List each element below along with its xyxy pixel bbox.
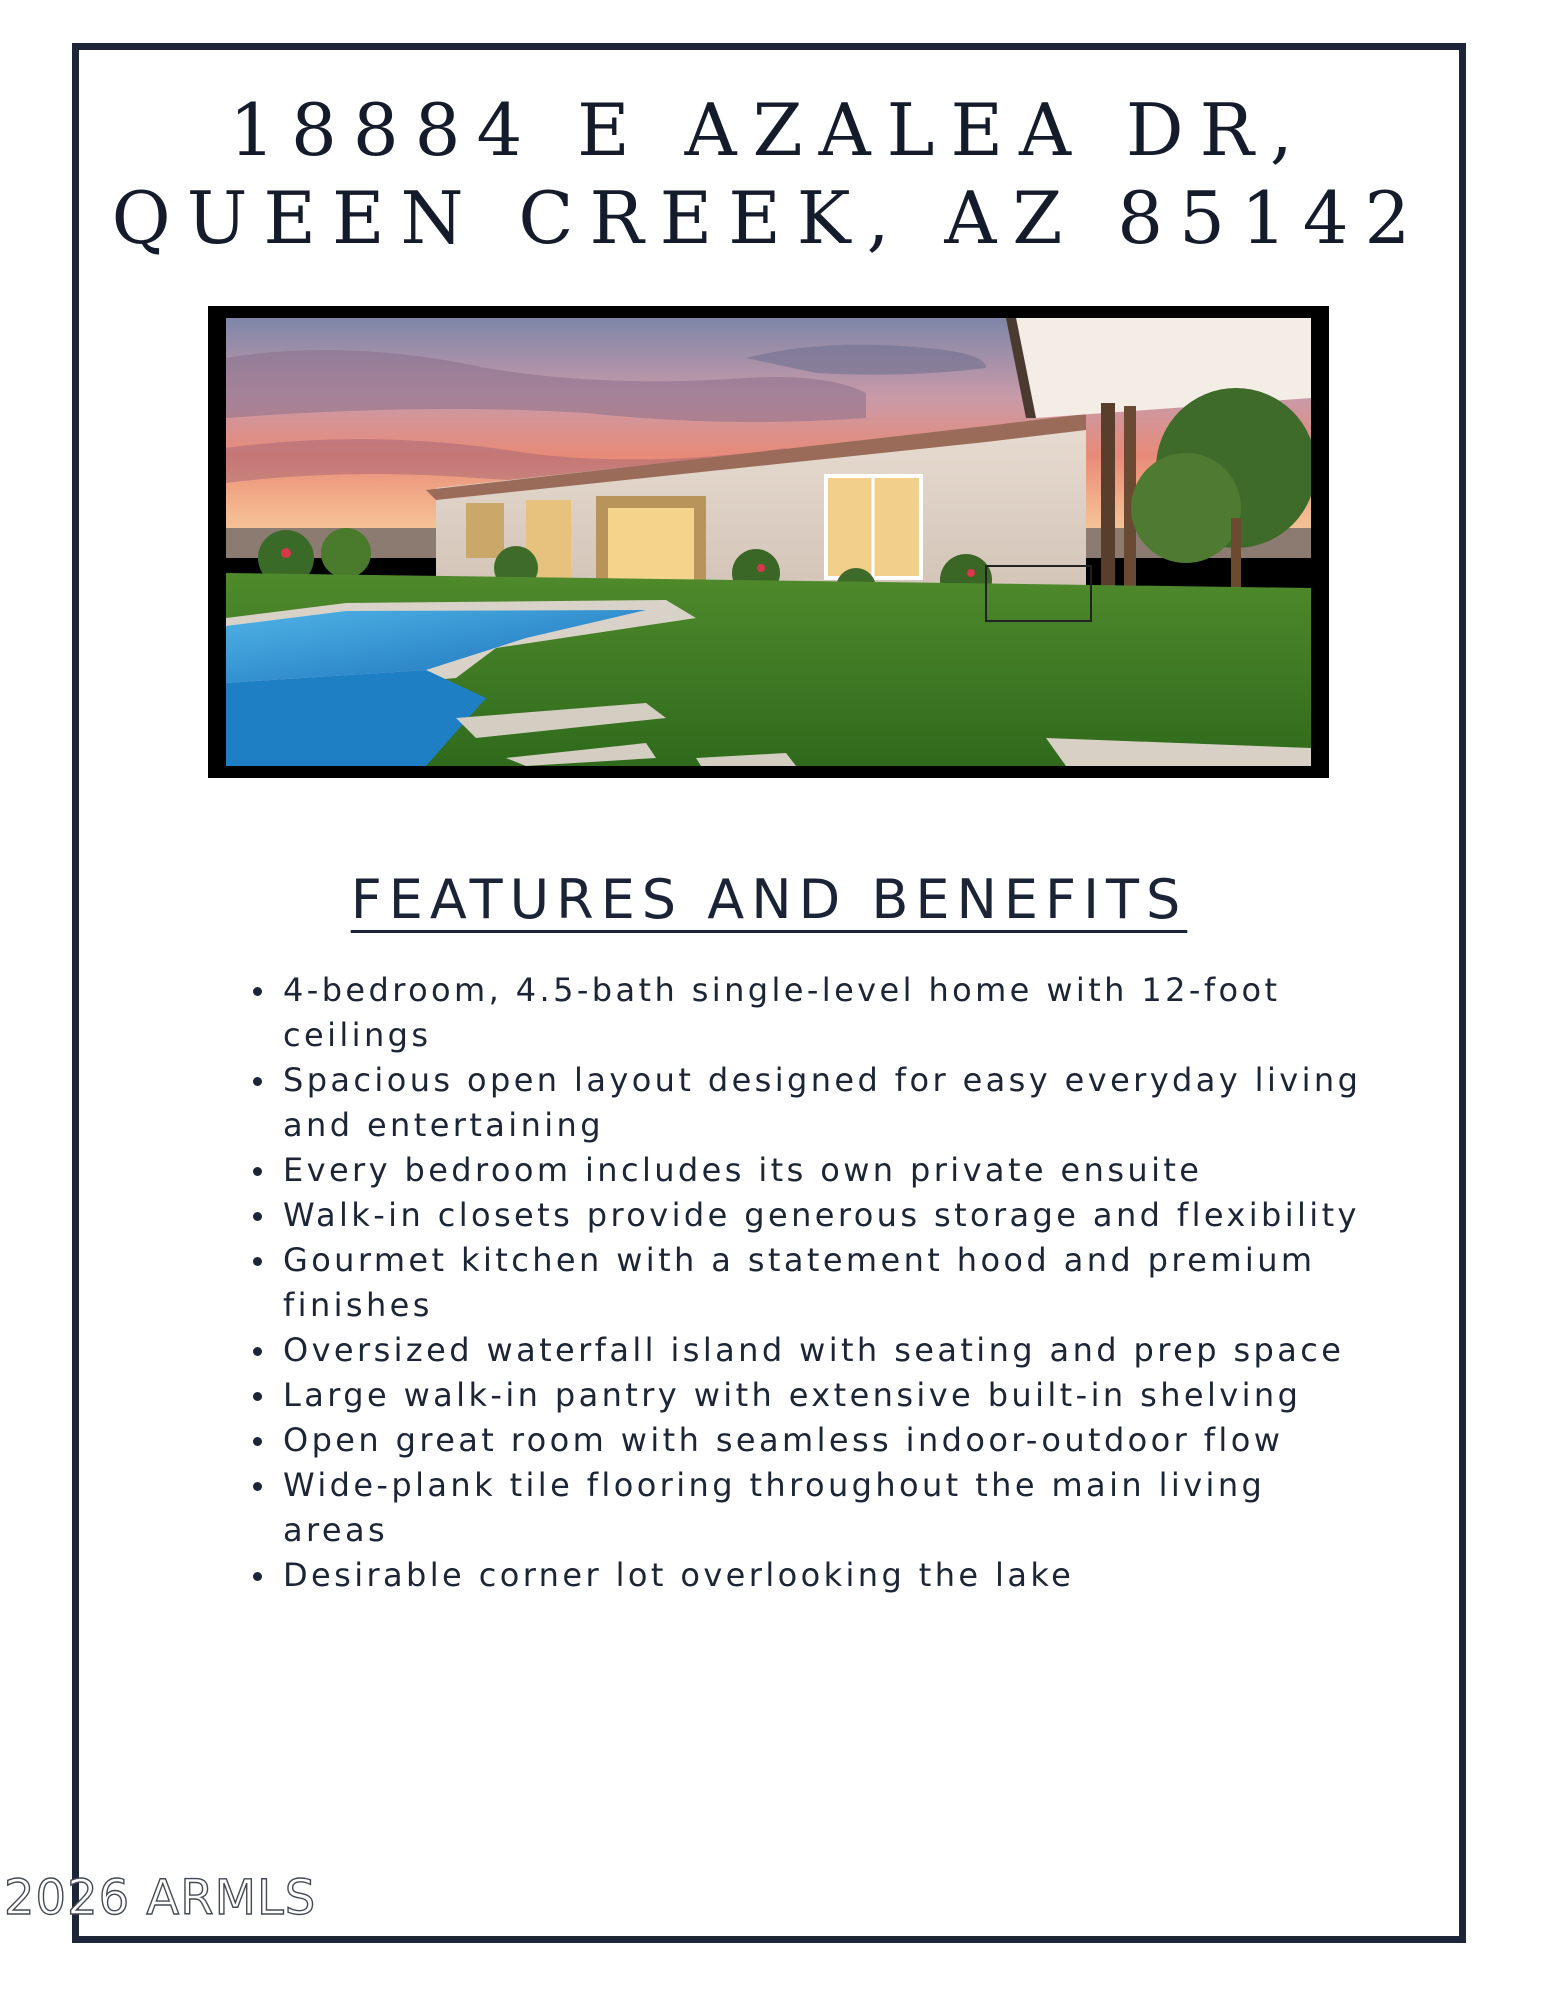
feature-item: Large walk-in pantry with extensive built-in shelving [283, 1373, 1373, 1418]
backyard-pool-sunset-photo [226, 318, 1311, 766]
features-list [250, 968, 1373, 1598]
feature-item: Every bedroom includes its own private ensuite [283, 1148, 1373, 1193]
address-line-1: 18884 E AZALEA DR, [229, 88, 1309, 172]
feature-item: 4-bedroom, 4.5-bath single-level home with 12-foot ceilings [283, 968, 1373, 1058]
feature-item: Wide-plank tile flooring throughout the main living areas [283, 1463, 1373, 1553]
feature-item: Gourmet kitchen with a statement hood and premium finishes [283, 1238, 1373, 1328]
feature-item: Open great room with seamless indoor-outdoor flow [283, 1418, 1373, 1463]
feature-item: Walk-in closets provide generous storage and flexibility [283, 1193, 1373, 1238]
copyright-watermark: 2026 ARMLS [4, 1870, 317, 1926]
address-line-2: QUEEN CREEK, AZ 85142 [111, 176, 1427, 260]
feature-item: Oversized waterfall island with seating and prep space [283, 1328, 1373, 1373]
feature-item: Desirable corner lot overlooking the lake [283, 1553, 1373, 1598]
feature-item: Spacious open layout designed for easy everyday living and entertaining [283, 1058, 1373, 1148]
property-photo-frame [208, 306, 1329, 778]
features-title: FEATURES AND BENEFITS [350, 868, 1188, 931]
